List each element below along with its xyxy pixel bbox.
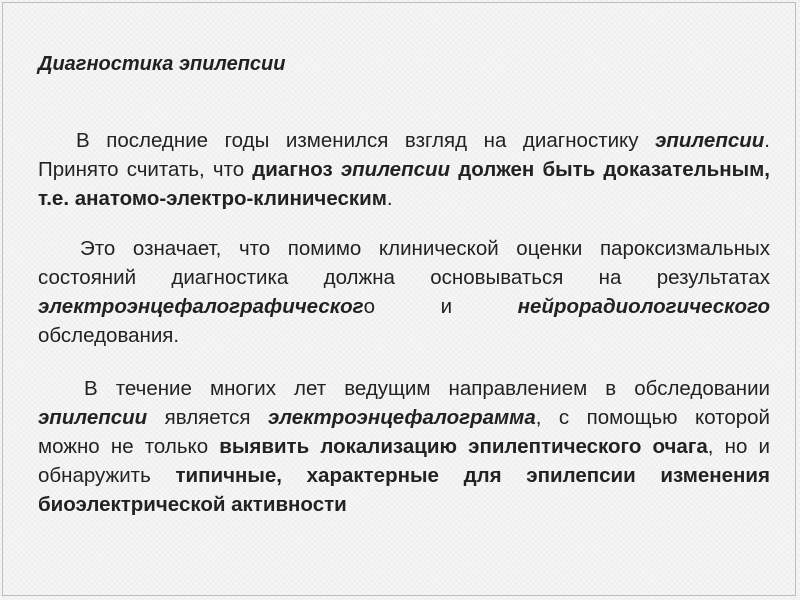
p2-text: обследования. [38,324,180,347]
p1-text: . [386,187,393,210]
p2-term-eeg: электроэнцефалографическог [38,295,364,318]
p3-term-epilepsy: эпилепсии [38,406,148,429]
p1-term-epilepsy: эпилепсии [340,158,451,181]
slide-title: Диагностика эпилепсии [38,53,286,75]
p3-text: В течение многих лет ведущим направлением в обследовании [84,377,770,400]
p3-term-eeg: электроэнцефалограмма [267,406,536,429]
paragraph-2 [38,234,770,350]
p1-emphasis: должен быть доказательным, т.е. анатомо-электро-клиническим [38,158,771,210]
p3-emphasis: выявить локализацию эпилептического очага [219,435,708,458]
p1-text: В последние годы изменился взгляд на диагностику [76,129,656,152]
p3-text: , с помощью которой можно не только [38,406,770,458]
paragraph-1 [38,126,770,213]
p2-text: о и [363,295,518,318]
p1-text: . Принято считать, что [38,129,770,181]
p3-text: , но и обнаружить [38,435,770,487]
p3-emphasis: типичные, характерные для эпилепсии изменения биоэлектрической активности [38,464,770,516]
p2-text: Это означает, что помимо клинической оценки пароксизмальных состояний диагностика должна основываться на результатах [38,237,770,289]
paragraph-3 [38,374,770,519]
p1-emphasis [333,158,341,181]
p3-text: является [147,406,268,429]
p2-term-neuroradiology: нейрорадиологического [517,295,770,318]
p1-term-epilepsy: эпилепсии [655,129,765,152]
p1-emphasis: диагноз [252,158,333,181]
